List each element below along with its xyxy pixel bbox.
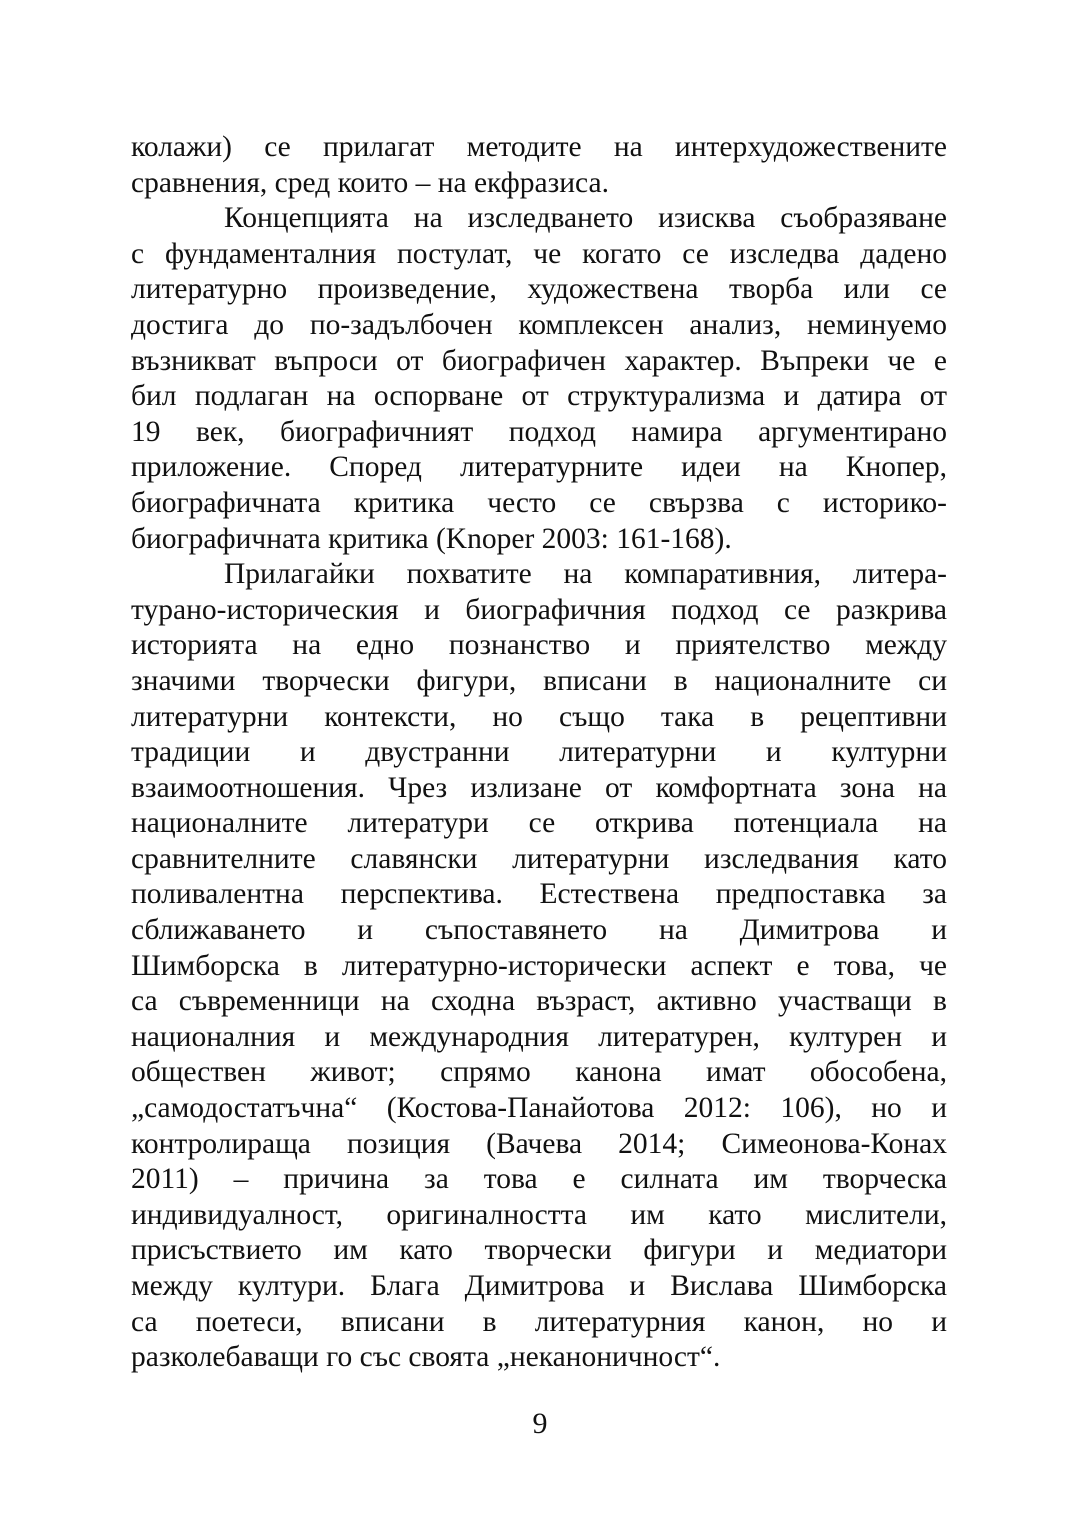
text-line: разколебаващи го със своята „неканоничност“. (131, 1341, 721, 1374)
text-line: биографичната критика (Knoper 2003: 161-168). (131, 522, 732, 555)
text-line: 19 век, биографичният подход намира аргументирано (131, 415, 947, 448)
paragraph-3 (131, 557, 947, 1376)
text-line: са съвременници на сходна възраст, активно участващи в (131, 985, 947, 1018)
text-line: достига до по-задълбочен комплексен анализ, неминуемо (131, 308, 947, 341)
paragraph-1 (131, 130, 947, 201)
text-line: присъствието им като творчески фигури и медиатори (131, 1234, 947, 1267)
text-line: историята на едно познанство и приятелство между (131, 629, 947, 662)
body-text (131, 130, 947, 1376)
text-line: Концепцията на изследването изисква съобразяване (224, 202, 947, 235)
text-line: обществен живот; спрямо канона имат обособена, (131, 1056, 947, 1089)
text-line: „самодостатъчна“ (Костова-Панайотова 2012: 106), но и (131, 1092, 947, 1125)
text-line: биографичната критика често се свързва с историко- (131, 486, 947, 519)
text-line: колажи) се прилагат методите на интерхудожествените (131, 131, 947, 163)
text-line: значими творчески фигури, вписани в националните си (131, 664, 947, 697)
page-number: 9 (532, 1407, 548, 1440)
text-line: националния и международния литературен, културен и (131, 1020, 947, 1053)
text-line: поливалентна перспектива. Естествена предпоставка за (131, 878, 947, 911)
text-line: Прилагайки похватите на компаративния, литера- (224, 558, 947, 591)
paragraph-2 (131, 201, 947, 557)
text-line: литературно произведение, художествена творба или се (131, 273, 947, 306)
text-line: традиции и двустранни литературни и културни (131, 736, 947, 769)
text-line: контролираща позиция (Вачева 2014; Симеонова-Конах (131, 1127, 947, 1160)
text-line: 2011) – причина за това е силната им творческа (131, 1163, 947, 1196)
text-line: с фундаменталния постулат, че когато се изследва дадено (131, 237, 947, 270)
text-line: турано-историческия и биографичния подход се разкрива (131, 593, 947, 626)
text-line: Шимборска в литературно-исторически аспект е това, че (131, 949, 947, 982)
text-line: са поетеси, вписани в литературния канон, но и (131, 1305, 947, 1338)
text-line: бил подлаган на оспорване от структурализма и датира от (131, 380, 947, 413)
text-line: индивидуалност, оригиналността им като мислители, (131, 1198, 947, 1231)
text-line: възникват въпроси от биографичен характер. Въпреки че е (131, 344, 947, 377)
text-line: приложение. Според литературните идеи на Кнопер, (131, 451, 947, 484)
text-line: между култури. Блага Димитрова и Вислава Шимборска (131, 1270, 947, 1302)
text-line: националните литератури се открива потенциала на (131, 807, 947, 840)
text-line: сближаването и съпоставянето на Димитрова и (131, 914, 947, 947)
text-line: взаимоотношения. Чрез излизане от комфортната зона на (131, 771, 947, 804)
text-line: сравнителните славянски литературни изследвания като (131, 842, 947, 875)
text-line: литературни контексти, но също така в рецептивни (131, 700, 947, 733)
text-line: сравнения, сред които – на екфразиса. (131, 166, 609, 199)
